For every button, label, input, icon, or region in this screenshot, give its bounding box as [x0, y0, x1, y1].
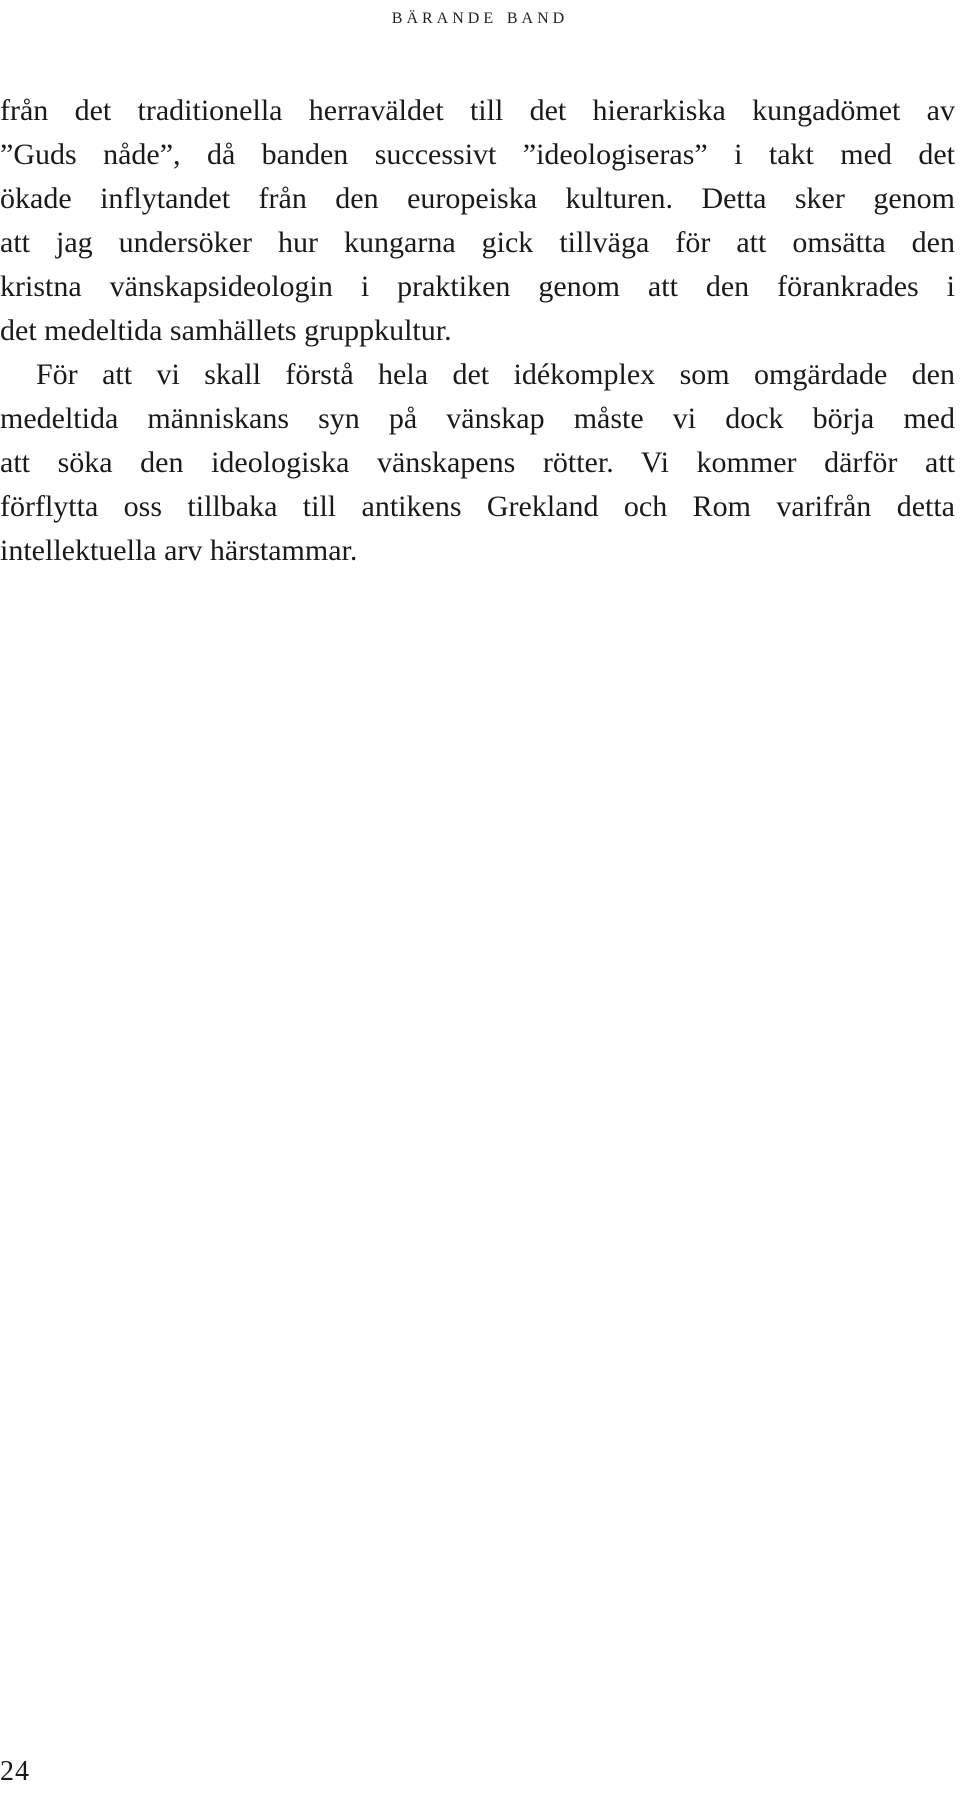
text-line: intellektuella arv härstammar. — [0, 534, 358, 567]
text-line: ökade inflytandet från den europeiska kulturen. Detta sker genom — [0, 182, 955, 215]
paragraph — [0, 89, 955, 353]
text-line: förflytta oss tillbaka till antikens Grekland och Rom varifrån detta — [0, 490, 955, 523]
text-line: kristna vänskapsideologin i praktiken genom att den förankrades i — [0, 270, 955, 303]
page-number: 24 — [0, 1756, 30, 1787]
running-head: bärande band — [391, 3, 569, 28]
text-line: att söka den ideologiska vänskapens rötter. Vi kommer därför att — [0, 446, 955, 479]
text-line: från det traditionella herraväldet till det hierarkiska kungadömet av — [0, 94, 955, 127]
text-line: att jag undersöker hur kungarna gick tillväga för att omsätta den — [0, 226, 955, 259]
text-line: medeltida människans syn på vänskap måste vi dock börja med — [0, 402, 955, 435]
body-text — [0, 89, 955, 573]
text-line: det medeltida samhällets gruppkultur. — [0, 314, 452, 347]
paragraph — [0, 353, 955, 573]
text-line: ”Guds nåde”, då banden successivt ”ideologiseras” i takt med det — [0, 138, 955, 171]
text-line: För att vi skall förstå hela det idékomplex som omgärdade den — [36, 358, 955, 391]
